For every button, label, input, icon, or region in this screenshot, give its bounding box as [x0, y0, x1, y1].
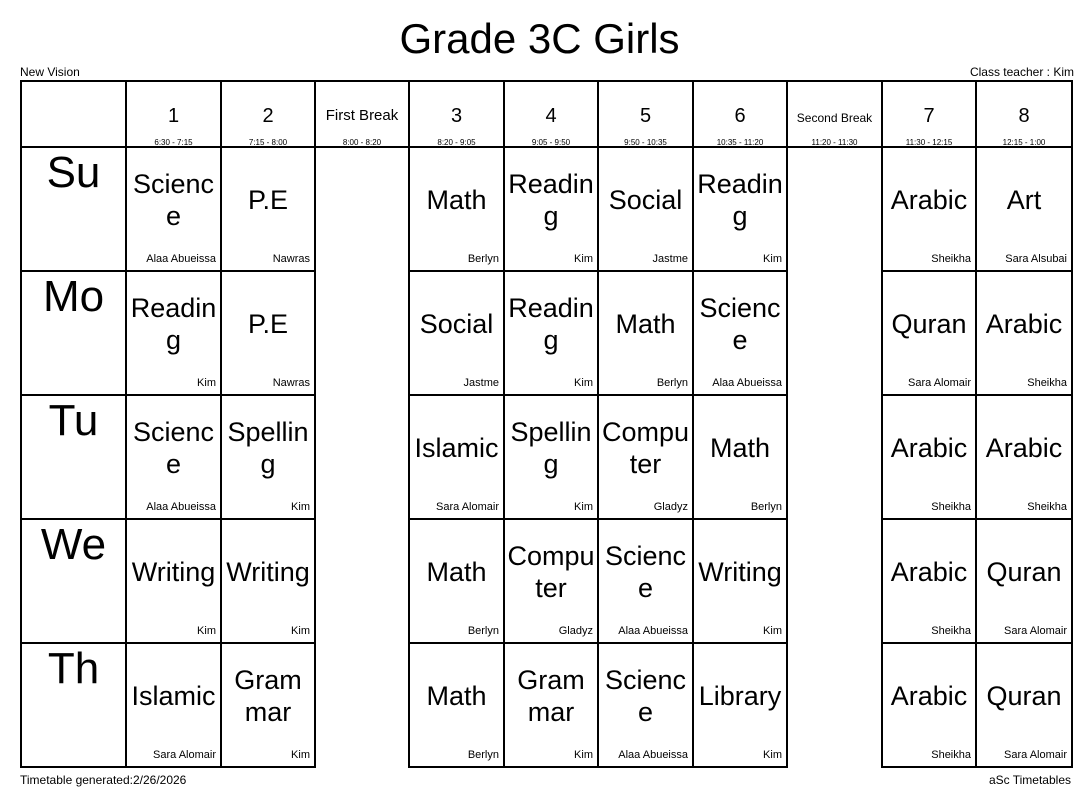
lesson-teacher: Alaa Abueissa [618, 749, 688, 761]
lesson-subject: Spelling [510, 417, 592, 479]
lesson-teacher: Alaa Abueissa [146, 501, 216, 513]
lesson-teacher: Sara Alomair [1004, 749, 1067, 761]
lesson-subject: Arabic [890, 185, 968, 215]
lesson-teacher: Kim [574, 377, 593, 389]
lesson-teacher: Alaa Abueissa [146, 253, 216, 265]
lesson-cell [882, 147, 976, 271]
day-label: Th [21, 643, 126, 767]
lesson-cell [504, 395, 598, 519]
lesson-subject: Arabic [985, 433, 1063, 463]
lesson-subject: Social [419, 309, 494, 339]
lesson-teacher: Kim [574, 253, 593, 265]
lesson-cell [409, 271, 504, 395]
lesson-teacher: Sheikha [931, 749, 971, 761]
lesson-subject: Reading [508, 169, 594, 231]
break-header [315, 81, 409, 147]
day-row [21, 519, 1072, 643]
lesson-cell [221, 147, 315, 271]
period-label: Second Break [796, 111, 873, 125]
period-time: 6:30 - 7:15 [154, 138, 193, 147]
lesson-teacher: Sheikha [1027, 377, 1067, 389]
break-cell [315, 395, 409, 519]
break-cell [315, 147, 409, 271]
lesson-cell [693, 395, 787, 519]
lesson-teacher: Berlyn [467, 625, 499, 637]
lesson-subject: Computer [507, 541, 595, 603]
lesson-teacher: Kim [763, 253, 782, 265]
lesson-subject: Math [426, 557, 487, 587]
lesson-teacher: Alaa Abueissa [618, 625, 688, 637]
lesson-cell [976, 519, 1072, 643]
day-label: We [21, 519, 126, 643]
lesson-cell [504, 271, 598, 395]
lesson-cell [126, 147, 221, 271]
day-row [21, 271, 1072, 395]
lesson-teacher: Kim [197, 377, 216, 389]
period-time: 12:15 - 1:00 [1002, 138, 1046, 147]
period-label: 5 [639, 105, 652, 127]
lesson-teacher: Kim [291, 749, 310, 761]
page-title: Grade 3C Girls [399, 15, 680, 62]
lesson-cell [882, 271, 976, 395]
lesson-cell [976, 147, 1072, 271]
lesson-subject: Art [1006, 185, 1042, 215]
period-label: 1 [167, 105, 180, 127]
period-header [693, 81, 787, 147]
lesson-subject: Islamic [131, 681, 216, 711]
day-label: Su [21, 147, 126, 271]
lesson-teacher: Kim [763, 749, 782, 761]
lesson-subject: Science [699, 293, 781, 355]
lesson-cell [882, 643, 976, 767]
lesson-subject: Arabic [890, 681, 968, 711]
lesson-teacher: Gladyz [558, 625, 593, 637]
lesson-subject: Writing [226, 557, 310, 587]
lesson-cell [221, 271, 315, 395]
lesson-cell [598, 395, 693, 519]
day-label: Tu [21, 395, 126, 519]
lesson-cell [598, 271, 693, 395]
period-header [221, 81, 315, 147]
lesson-subject: Quran [891, 309, 967, 339]
lesson-cell [409, 147, 504, 271]
lesson-teacher: Jastme [463, 377, 499, 389]
lesson-subject: Library [698, 681, 782, 711]
day-row [21, 643, 1072, 767]
school-name: New Vision [20, 65, 80, 79]
lesson-cell [126, 643, 221, 767]
lesson-teacher: Sheikha [931, 253, 971, 265]
lesson-teacher: Sheikha [1027, 501, 1067, 513]
lesson-subject: Reading [130, 293, 217, 355]
period-time: 11:20 - 11:30 [811, 138, 858, 147]
period-time: 9:50 - 10:35 [624, 138, 667, 147]
lesson-subject: Arabic [890, 557, 968, 587]
lesson-subject: Science [132, 417, 215, 479]
period-header [504, 81, 598, 147]
lesson-subject: Arabic [985, 309, 1063, 339]
lesson-subject: Math [426, 185, 487, 215]
break-cell [787, 519, 882, 643]
period-label: 3 [450, 105, 463, 127]
lesson-cell [598, 519, 693, 643]
period-label: 4 [545, 105, 557, 127]
lesson-subject: Reading [697, 169, 783, 231]
lesson-cell [221, 519, 315, 643]
lesson-cell [126, 395, 221, 519]
lesson-subject: Science [132, 169, 215, 231]
lesson-teacher: Jastme [652, 253, 688, 265]
lesson-teacher: Berlyn [467, 749, 499, 761]
lesson-teacher: Kim [291, 625, 310, 637]
period-time: 7:15 - 8:00 [248, 138, 288, 147]
period-time: 8:00 - 8:20 [342, 138, 382, 147]
break-cell [787, 395, 882, 519]
lesson-cell [976, 643, 1072, 767]
lesson-cell [693, 519, 787, 643]
break-cell [787, 643, 882, 767]
break-cell [315, 519, 409, 643]
lesson-cell [409, 395, 504, 519]
lesson-subject: Reading [508, 293, 594, 355]
lesson-subject: Quran [986, 681, 1062, 711]
lesson-cell [976, 395, 1072, 519]
lesson-cell [693, 271, 787, 395]
lesson-teacher: Berlyn [467, 253, 499, 265]
lesson-teacher: Sara Alomair [436, 501, 499, 513]
lesson-cell [882, 395, 976, 519]
lesson-teacher: Sheikha [931, 625, 971, 637]
lesson-teacher: Nawras [272, 253, 310, 265]
lesson-teacher: Berlyn [656, 377, 688, 389]
lesson-teacher: Nawras [272, 377, 310, 389]
lesson-cell [882, 519, 976, 643]
lesson-subject: Quran [986, 557, 1062, 587]
lesson-cell [693, 643, 787, 767]
lesson-subject: Math [709, 433, 771, 463]
lesson-subject: Science [604, 541, 687, 603]
break-cell [787, 271, 882, 395]
lesson-subject: Writing [698, 557, 782, 587]
period-header [882, 81, 976, 147]
lesson-cell [409, 643, 504, 767]
lesson-teacher: Kim [574, 749, 593, 761]
lesson-subject: Writing [131, 557, 216, 587]
lesson-cell [504, 519, 598, 643]
period-label: 7 [923, 105, 935, 127]
lesson-subject: P.E [247, 309, 289, 339]
period-header [598, 81, 693, 147]
lesson-teacher: Sara Alomair [1004, 625, 1067, 637]
lesson-teacher: Alaa Abueissa [712, 377, 782, 389]
day-row [21, 147, 1072, 271]
period-header [409, 81, 504, 147]
lesson-cell [126, 519, 221, 643]
lesson-subject: Spelling [227, 417, 309, 479]
period-label: 2 [262, 105, 274, 127]
lesson-teacher: Kim [291, 501, 310, 513]
corner-cell [21, 81, 126, 147]
break-cell [315, 271, 409, 395]
break-cell [787, 147, 882, 271]
lesson-teacher: Berlyn [750, 501, 782, 513]
lesson-cell [409, 519, 504, 643]
timetable-grid [20, 80, 1073, 768]
period-header [126, 81, 221, 147]
class-teacher: Class teacher : Kim [969, 65, 1074, 79]
lesson-cell [126, 271, 221, 395]
break-cell [315, 643, 409, 767]
lesson-cell [976, 271, 1072, 395]
lesson-subject: Social [608, 185, 683, 215]
lesson-teacher: Sara Alomair [153, 749, 216, 761]
lesson-cell [221, 643, 315, 767]
lesson-subject: Computer [601, 417, 690, 479]
lesson-cell [598, 147, 693, 271]
period-label: 6 [734, 105, 746, 127]
lesson-subject: Arabic [890, 433, 968, 463]
lesson-subject: P.E [247, 185, 289, 215]
lesson-cell [693, 147, 787, 271]
period-header [976, 81, 1072, 147]
period-time: 9:05 - 9:50 [531, 138, 571, 147]
lesson-teacher: Sara Alomair [908, 377, 971, 389]
period-label: First Break [325, 107, 399, 124]
lesson-subject: Math [615, 309, 676, 339]
lesson-subject: Math [426, 681, 487, 711]
lesson-teacher: Gladyz [653, 501, 688, 513]
period-time: 8:20 - 9:05 [437, 138, 476, 147]
generated-date: Timetable generated:2/26/2026 [20, 773, 187, 787]
period-time: 10:35 - 11:20 [716, 138, 764, 147]
lesson-subject: Science [604, 665, 687, 727]
lesson-teacher: Sara Alsubai [1005, 253, 1067, 265]
lesson-cell [221, 395, 315, 519]
brand-label: aSc Timetables [988, 773, 1071, 787]
lesson-teacher: Sheikha [931, 501, 971, 513]
lesson-teacher: Kim [574, 501, 593, 513]
lesson-teacher: Kim [763, 625, 782, 637]
break-header [787, 81, 882, 147]
lesson-subject: Islamic [414, 433, 499, 463]
day-label: Mo [21, 271, 126, 395]
period-time: 11:30 - 12:15 [905, 138, 953, 147]
lesson-cell [504, 643, 598, 767]
lesson-cell [504, 147, 598, 271]
lesson-subject: Grammar [517, 665, 585, 727]
lesson-teacher: Kim [197, 625, 216, 637]
period-label: 8 [1018, 105, 1030, 127]
day-row [21, 395, 1072, 519]
lesson-cell [598, 643, 693, 767]
lesson-subject: Grammar [234, 665, 302, 727]
